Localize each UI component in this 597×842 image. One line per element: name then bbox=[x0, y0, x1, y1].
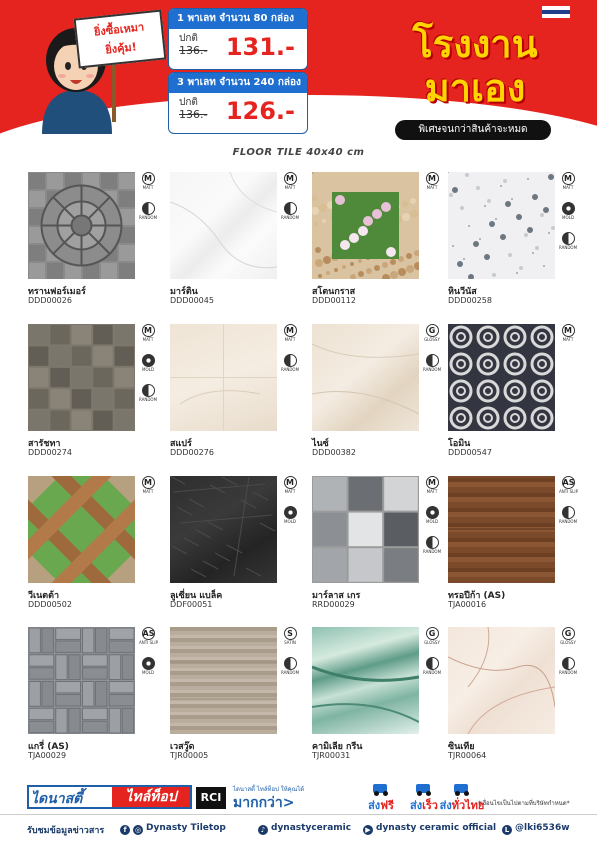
finish-badge-label: MATT bbox=[142, 489, 154, 494]
tile-pattern bbox=[170, 627, 277, 734]
tile-pattern bbox=[448, 172, 555, 279]
tile-code: DDD00382 bbox=[312, 448, 356, 457]
tile-card bbox=[448, 172, 588, 322]
tile-name: ซินเทีย bbox=[448, 742, 475, 752]
finish-badge-label: MOLD bbox=[142, 367, 154, 372]
offer-1-normal-label: ปกติ bbox=[179, 33, 198, 44]
tile-pattern bbox=[170, 172, 277, 279]
finish-code-icon: G bbox=[562, 627, 575, 640]
finish-badge bbox=[281, 476, 299, 506]
svc2-em: เร็ว bbox=[422, 799, 438, 812]
finish-badge bbox=[423, 536, 441, 566]
social-facebook[interactable] bbox=[120, 823, 226, 835]
tile-swatch bbox=[170, 476, 277, 583]
offer-1-sale-price: 131.- bbox=[225, 33, 295, 61]
finish-badge bbox=[559, 506, 577, 536]
line-icon: L bbox=[502, 825, 512, 835]
svc3-prefix: ส่ง bbox=[439, 799, 452, 812]
tiktok-label: dynastyceramic bbox=[271, 823, 352, 833]
finish-badge-label: RANDOM bbox=[281, 367, 300, 372]
finish-code-icon: M bbox=[284, 476, 297, 489]
tile-card bbox=[28, 627, 168, 777]
tile-name: โอมิน bbox=[448, 439, 471, 449]
offer-1-normal bbox=[179, 33, 207, 57]
finish-code-icon: M bbox=[562, 172, 575, 185]
tile-card bbox=[170, 172, 310, 322]
offer-1-normal-price: 136.- bbox=[179, 44, 208, 57]
finish-badge bbox=[559, 627, 577, 657]
tile-card bbox=[312, 476, 452, 626]
finish-badge-label: MATT bbox=[284, 185, 296, 190]
facebook-label: Dynasty Tiletop bbox=[146, 823, 226, 833]
finish-badge-label: MOLD bbox=[284, 519, 296, 524]
rci-logo: RCI bbox=[196, 787, 226, 809]
tile-code: DDD00274 bbox=[28, 448, 72, 457]
finish-badges bbox=[139, 476, 157, 506]
finish-badge-label: MATT bbox=[142, 337, 154, 342]
finish-badge bbox=[281, 627, 299, 657]
thai-flag-icon bbox=[542, 2, 570, 22]
tile-name: สแปร์ bbox=[170, 439, 192, 449]
finish-badge-label: MATT bbox=[426, 185, 438, 190]
finish-badge-label: RANDOM bbox=[139, 397, 158, 402]
mold-icon bbox=[142, 657, 155, 670]
finish-badge bbox=[281, 172, 299, 202]
tile-code: TJR00064 bbox=[448, 751, 487, 760]
tile-pattern bbox=[312, 172, 419, 279]
youtube-icon: ▶ bbox=[363, 825, 373, 835]
random-icon bbox=[142, 384, 155, 397]
random-icon bbox=[426, 657, 439, 670]
tile-card bbox=[312, 627, 452, 777]
finish-badge-label: MATT bbox=[142, 185, 154, 190]
tile-name: แกรี่ (AS) bbox=[28, 742, 69, 752]
tile-code: TJR00031 bbox=[312, 751, 351, 760]
finish-badge-label: MATT bbox=[562, 337, 574, 342]
tile-card bbox=[312, 324, 452, 474]
brand-left: ไดนาสตี้ bbox=[31, 791, 83, 807]
finish-badges bbox=[281, 476, 299, 536]
finish-badge-label: GLOSSY bbox=[424, 640, 440, 645]
finish-badge bbox=[559, 476, 577, 506]
finish-badge bbox=[281, 354, 299, 384]
tile-swatch bbox=[28, 324, 135, 431]
svc3-em: ทั่วไทย bbox=[451, 799, 485, 812]
svc1-em: ฟรี bbox=[380, 799, 394, 812]
finish-badges bbox=[423, 324, 441, 384]
tile-pattern bbox=[448, 476, 555, 583]
finish-code-icon: AS bbox=[142, 629, 155, 638]
tile-code: TJA00016 bbox=[448, 600, 487, 609]
tile-card bbox=[448, 324, 588, 474]
tile-code: DDF00051 bbox=[170, 600, 213, 609]
random-icon bbox=[284, 354, 297, 367]
mold-icon bbox=[284, 506, 297, 519]
offer-2-caption: 3 พาเลท จำนวน 240 กล่อง bbox=[169, 73, 307, 93]
finish-code-icon: M bbox=[284, 324, 297, 337]
promo-sign bbox=[74, 10, 167, 69]
offer-1-caption: 1 พาเลท จำนวน 80 กล่อง bbox=[169, 9, 307, 29]
tile-pattern bbox=[28, 172, 135, 279]
main-title-line-2: มาเอง bbox=[424, 66, 526, 110]
finish-badges bbox=[281, 324, 299, 384]
sign-line-1: ยิ่งซื้อเหมา bbox=[93, 20, 145, 39]
finish-badge bbox=[139, 202, 157, 232]
tile-pattern bbox=[170, 476, 277, 583]
finish-badge bbox=[281, 506, 299, 536]
finish-badge bbox=[423, 657, 441, 687]
facebook-icon: f bbox=[120, 825, 130, 835]
random-icon bbox=[562, 657, 575, 670]
finish-badges bbox=[281, 172, 299, 232]
tile-swatch bbox=[312, 324, 419, 431]
tile-swatch bbox=[312, 627, 419, 734]
tile-pattern bbox=[312, 627, 419, 734]
finish-code-icon: M bbox=[142, 172, 155, 185]
social-bar bbox=[0, 814, 597, 842]
social-tiktok[interactable] bbox=[258, 823, 351, 835]
finish-badge-label: RANDOM bbox=[423, 549, 442, 554]
finish-code-icon: G bbox=[426, 627, 439, 640]
finish-code-icon: S bbox=[284, 627, 297, 640]
finish-badge bbox=[139, 627, 157, 657]
finish-badges bbox=[139, 627, 157, 687]
terms-note: *เงื่อนไขเป็นไปตามที่บริษัทกำหนด* bbox=[478, 800, 570, 807]
tile-name: หินวีนัส bbox=[448, 287, 477, 297]
offer-2-price-box bbox=[168, 72, 308, 134]
finish-badge-label: RANDOM bbox=[423, 367, 442, 372]
finish-badge-label: MATT bbox=[562, 185, 574, 190]
random-icon bbox=[426, 536, 439, 549]
finish-badge bbox=[423, 324, 441, 354]
finish-badge bbox=[139, 324, 157, 354]
truck-icon bbox=[414, 780, 434, 796]
finish-badge bbox=[559, 232, 577, 262]
tile-pattern bbox=[448, 627, 555, 734]
finish-badge bbox=[559, 202, 577, 232]
section-title: FLOOR TILE 40x40 cm bbox=[232, 147, 365, 158]
tile-pattern bbox=[28, 627, 135, 734]
tile-swatch bbox=[448, 627, 555, 734]
offer-2-normal-label: ปกติ bbox=[179, 97, 198, 108]
finish-badge bbox=[139, 172, 157, 202]
finish-badge bbox=[423, 354, 441, 384]
finish-badge-label: MATT bbox=[284, 489, 296, 494]
finish-badge-label: RANDOM bbox=[559, 670, 578, 675]
tile-pattern bbox=[312, 476, 419, 583]
offer-2-normal bbox=[179, 97, 207, 121]
tile-code: DDD00258 bbox=[448, 296, 492, 305]
truck-icon bbox=[452, 780, 472, 796]
finish-code-icon: M bbox=[562, 324, 575, 337]
finish-badge bbox=[423, 476, 441, 506]
random-icon bbox=[284, 657, 297, 670]
tile-pattern bbox=[312, 324, 419, 431]
tile-name: ไนซ์ bbox=[312, 439, 329, 449]
tile-pattern bbox=[28, 324, 135, 431]
svc2-prefix: ส่ง bbox=[410, 799, 423, 812]
finish-badge-label: MOLD bbox=[562, 215, 574, 220]
finish-badge bbox=[559, 172, 577, 202]
tile-card bbox=[28, 476, 168, 626]
random-icon bbox=[426, 354, 439, 367]
finish-badge-label: MOLD bbox=[426, 519, 438, 524]
finish-badge bbox=[559, 324, 577, 354]
finish-badge-label: MATT bbox=[284, 337, 296, 342]
main-title-line-1: โรงงาน bbox=[412, 22, 538, 66]
finish-badge-label: RANDOM bbox=[559, 519, 578, 524]
youtube-label: dynasty ceramic official bbox=[376, 823, 497, 833]
finish-badge-label: MATT bbox=[426, 489, 438, 494]
random-icon bbox=[562, 506, 575, 519]
finish-badges bbox=[139, 324, 157, 414]
mold-icon bbox=[142, 354, 155, 367]
tile-pattern bbox=[170, 324, 277, 431]
tile-code: DDD00112 bbox=[312, 296, 356, 305]
mold-icon bbox=[426, 506, 439, 519]
social-line[interactable] bbox=[502, 823, 570, 835]
tile-card bbox=[448, 627, 588, 777]
line-label: @lki6536w bbox=[515, 823, 570, 833]
mold-icon bbox=[562, 202, 575, 215]
truck-icon bbox=[371, 780, 391, 796]
tile-name: ทรานฟอร์เมอร์ bbox=[28, 287, 86, 297]
tile-swatch bbox=[312, 172, 419, 279]
tile-code: DDD00276 bbox=[170, 448, 214, 457]
tile-name: เวสวู๊ด bbox=[170, 742, 195, 752]
tile-code: DDD00502 bbox=[28, 600, 72, 609]
tile-name: สารัชทา bbox=[28, 439, 61, 449]
service-free-shipping bbox=[357, 780, 405, 814]
social-intro: รับชมข้อมูลข่าวสาร bbox=[27, 826, 105, 836]
finish-badge bbox=[281, 202, 299, 232]
finish-badges bbox=[559, 172, 577, 262]
finish-badge bbox=[423, 627, 441, 657]
offer-1-price-box bbox=[168, 8, 308, 70]
finish-badge-label: RANDOM bbox=[281, 670, 300, 675]
random-icon bbox=[562, 232, 575, 245]
tile-card bbox=[312, 172, 452, 322]
finish-badge bbox=[559, 657, 577, 687]
tile-name: มาร์ติน bbox=[170, 287, 198, 297]
tile-card bbox=[170, 324, 310, 474]
tile-card bbox=[170, 627, 310, 777]
tile-swatch bbox=[448, 172, 555, 279]
tile-swatch bbox=[170, 324, 277, 431]
service-nationwide-shipping bbox=[432, 780, 492, 814]
tile-pattern bbox=[28, 476, 135, 583]
tile-name: คามิเลีย กรีน bbox=[312, 742, 363, 752]
finish-badges bbox=[559, 324, 577, 354]
finish-badges bbox=[559, 627, 577, 687]
tile-swatch bbox=[28, 476, 135, 583]
finish-badge-label: ANTI SLIP bbox=[139, 640, 158, 645]
finish-badge-label: GLOSSY bbox=[560, 640, 576, 645]
tile-name: สโตนกราส bbox=[312, 287, 356, 297]
finish-badges bbox=[139, 172, 157, 232]
instagram-icon: ◎ bbox=[134, 826, 142, 834]
tile-swatch bbox=[448, 324, 555, 431]
brand-right: ไทล์ท็อป bbox=[112, 787, 190, 807]
offer-2-normal-price: 136.- bbox=[179, 108, 208, 121]
tile-card bbox=[28, 324, 168, 474]
finish-badges bbox=[559, 476, 577, 536]
tile-code: RRD00029 bbox=[312, 600, 355, 609]
social-youtube[interactable] bbox=[363, 823, 496, 835]
promo-header bbox=[0, 0, 597, 140]
finish-badge bbox=[139, 657, 157, 687]
tile-code: DDD00045 bbox=[170, 296, 214, 305]
tile-card bbox=[28, 172, 168, 322]
more-tagline-small: ไดนาสตี้ ไทล์ท็อป ให้คุณได้ bbox=[233, 786, 305, 793]
random-icon bbox=[284, 202, 297, 215]
finish-badge bbox=[139, 354, 157, 384]
finish-badges bbox=[281, 627, 299, 687]
main-title bbox=[400, 22, 550, 110]
finish-code-icon: M bbox=[284, 172, 297, 185]
finish-badge-label: RANDOM bbox=[139, 215, 158, 220]
finish-badge bbox=[139, 384, 157, 414]
tile-swatch bbox=[170, 627, 277, 734]
finish-badge bbox=[423, 172, 441, 202]
finish-badges bbox=[423, 172, 441, 202]
random-icon bbox=[142, 202, 155, 215]
tile-swatch bbox=[312, 476, 419, 583]
brand-logo bbox=[27, 785, 192, 809]
tile-name: มาร์ลาส เกร bbox=[312, 591, 361, 601]
finish-badges bbox=[423, 627, 441, 687]
sub-title: พิเศษจนกว่าสินค้าจะหมด bbox=[395, 120, 551, 140]
tile-swatch bbox=[170, 172, 277, 279]
tile-name: ลูเซี่ยน แบล็ค bbox=[170, 591, 223, 601]
finish-code-icon: M bbox=[426, 172, 439, 185]
tile-code: DDD00026 bbox=[28, 296, 72, 305]
finish-badge bbox=[139, 476, 157, 506]
finish-code-icon: G bbox=[426, 324, 439, 337]
finish-code-icon: M bbox=[142, 476, 155, 489]
tiktok-icon: ♪ bbox=[258, 825, 268, 835]
finish-badge-label: RANDOM bbox=[559, 245, 578, 250]
footer-bar bbox=[0, 778, 597, 814]
tile-card bbox=[448, 476, 588, 626]
sign-line-2: ยิ่งคุ้ม! bbox=[104, 40, 138, 57]
tile-swatch bbox=[28, 172, 135, 279]
finish-badge-label: RANDOM bbox=[423, 670, 442, 675]
tile-code: DDD00547 bbox=[448, 448, 492, 457]
tile-name: ทรอปีก้า (AS) bbox=[448, 591, 506, 601]
finish-badge bbox=[281, 324, 299, 354]
finish-badge-label: ANTI SLIP bbox=[559, 489, 578, 494]
svc1-prefix: ส่ง bbox=[368, 799, 381, 812]
tile-pattern bbox=[448, 324, 555, 431]
finish-code-icon: M bbox=[142, 324, 155, 337]
tile-code: TJA00029 bbox=[28, 751, 67, 760]
finish-badge-label: MOLD bbox=[142, 670, 154, 675]
finish-code-icon: AS bbox=[562, 478, 575, 487]
tile-code: TJR00005 bbox=[170, 751, 209, 760]
finish-badge bbox=[281, 657, 299, 687]
tile-name: วีเนตต้า bbox=[28, 591, 60, 601]
finish-badges bbox=[423, 476, 441, 566]
more-tagline-big: มากกว่า> bbox=[233, 795, 295, 811]
finish-code-icon: M bbox=[426, 476, 439, 489]
finish-badge bbox=[423, 506, 441, 536]
offer-2-sale-price: 126.- bbox=[225, 97, 295, 125]
finish-badge-label: RANDOM bbox=[281, 215, 300, 220]
tile-swatch bbox=[28, 627, 135, 734]
tile-swatch bbox=[448, 476, 555, 583]
finish-badge-label: SATIN bbox=[284, 640, 296, 645]
tile-card bbox=[170, 476, 310, 626]
finish-badge-label: GLOSSY bbox=[424, 337, 440, 342]
